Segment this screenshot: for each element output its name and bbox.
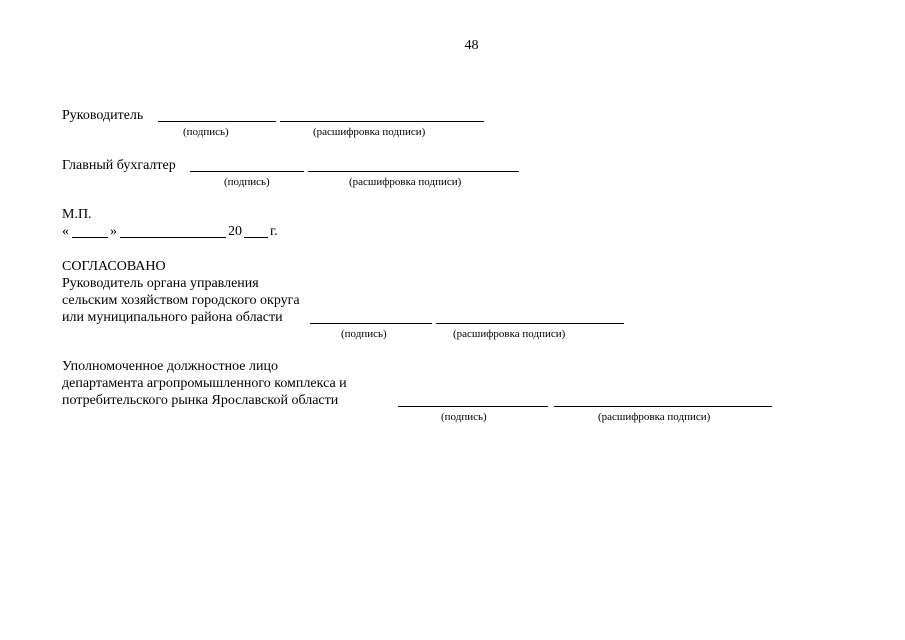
agreed-line: Руководитель органа управления xyxy=(62,276,259,291)
page-number: 48 xyxy=(464,38,479,53)
date-month-line xyxy=(120,237,226,238)
stamp-mark: М.П. xyxy=(62,207,92,222)
agreed-line: или муниципального района области xyxy=(62,310,283,325)
agreed-title: СОГЛАСОВАНО xyxy=(62,259,166,274)
date-close-quote: » xyxy=(110,224,117,239)
official-signature-caption: (подпись) xyxy=(441,411,487,423)
accountant-label: Главный бухгалтер xyxy=(62,158,176,173)
official-line: департамента агропромышленного комплекса и xyxy=(62,376,347,391)
head-label: Руководитель xyxy=(62,108,144,123)
official-decoding-caption: (расшифровка подписи) xyxy=(598,411,711,423)
agreed-signature-line xyxy=(310,323,432,324)
date-year-suffix: г. xyxy=(270,224,278,239)
date-year-line xyxy=(244,237,268,238)
date-open-quote: « xyxy=(62,224,69,239)
agreed-decoding-line xyxy=(436,323,624,324)
agreed-signature-caption: (подпись) xyxy=(341,328,387,340)
head-decoding-caption: (расшифровка подписи) xyxy=(313,126,426,138)
date-year-prefix: 20 xyxy=(228,224,242,239)
official-decoding-line xyxy=(554,406,772,407)
official-line: Уполномоченное должностное лицо xyxy=(62,359,278,374)
agreed-decoding-caption: (расшифровка подписи) xyxy=(453,328,566,340)
official-signature-line xyxy=(398,406,548,407)
agreed-line: сельским хозяйством городского округа xyxy=(62,293,300,308)
official-line: потребительского рынка Ярославской области xyxy=(62,393,339,408)
date-day-line xyxy=(72,237,108,238)
accountant-signature-line xyxy=(190,171,304,172)
accountant-decoding-caption: (расшифровка подписи) xyxy=(349,176,462,188)
accountant-signature-caption: (подпись) xyxy=(224,176,270,188)
head-decoding-line xyxy=(280,121,484,122)
accountant-decoding-line xyxy=(308,171,519,172)
head-signature-line xyxy=(158,121,276,122)
head-signature-caption: (подпись) xyxy=(183,126,229,138)
